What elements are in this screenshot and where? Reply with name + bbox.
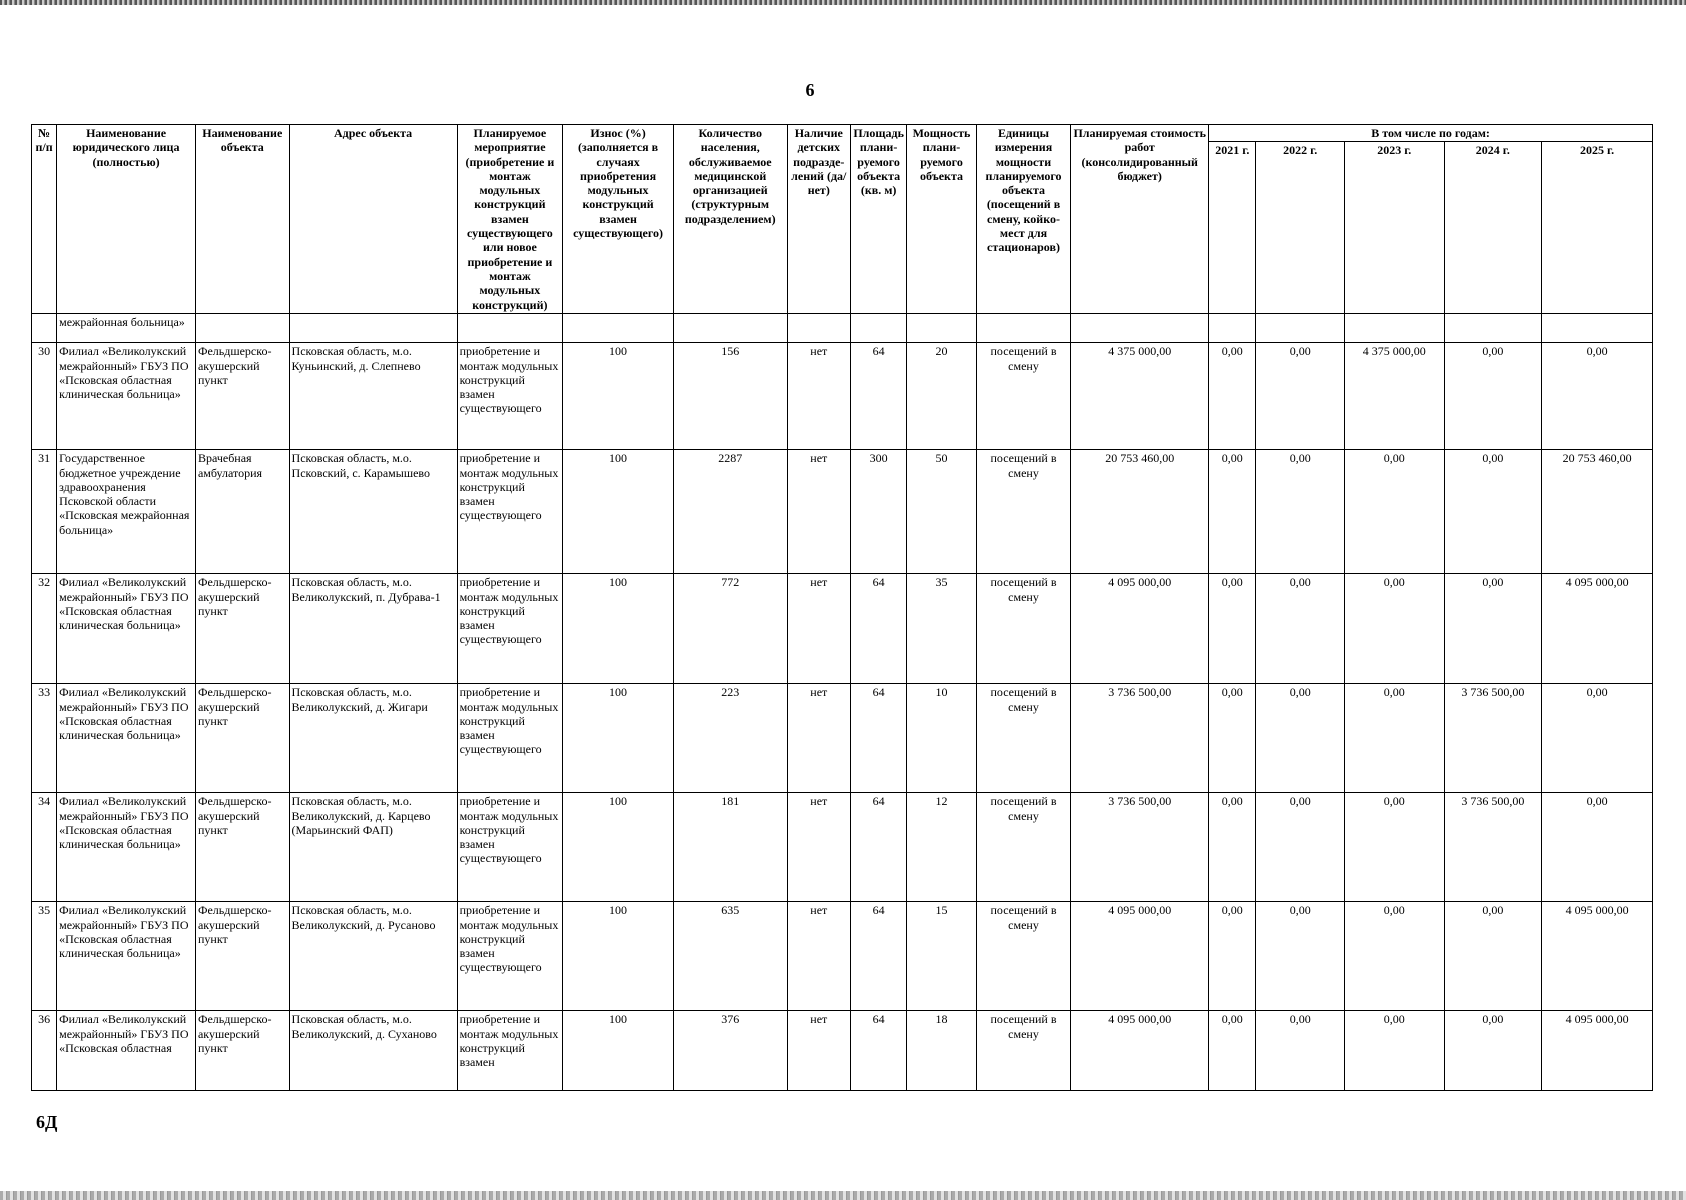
year-2023-value: 0,00 (1344, 1011, 1444, 1091)
year-2021-value: 0,00 (1209, 1011, 1256, 1091)
year-2024-value: 0,00 (1444, 574, 1542, 684)
capacity-units: посещений в смену (976, 343, 1071, 450)
year-2024-value: 0,00 (1444, 450, 1542, 574)
year-2022-value: 0,00 (1256, 902, 1345, 1011)
scan-edge-bottom (0, 1191, 1686, 1200)
area: 64 (850, 343, 906, 450)
population: 2287 (673, 450, 787, 574)
object-name: Фельдшерско-акушерский пункт (195, 684, 289, 793)
table-row (32, 793, 1653, 902)
legal-name: Филиал «Великолукский межрайонный» ГБУЗ ПО «Псковская областная клиническая больница» (57, 902, 196, 1011)
year-2024-value: 3 736 500,00 (1444, 793, 1542, 902)
legal-name: Филиал «Великолукский межрайонный» ГБУЗ ПО «Псковская областная клиническая больница» (57, 793, 196, 902)
row-number: 36 (32, 1011, 57, 1091)
year-2021-value: 0,00 (1209, 574, 1256, 684)
planned-action: приобретение и монтаж модульных конструкций взамен (457, 1011, 563, 1091)
wear-percent: 100 (563, 1011, 674, 1091)
year-2022-value: 0,00 (1256, 574, 1345, 684)
year-2021-value: 0,00 (1209, 902, 1256, 1011)
col-legal-name-header: Наименование юридического лица (полностью) (57, 125, 196, 314)
row-number: 33 (32, 684, 57, 793)
population: 635 (673, 902, 787, 1011)
wear-percent: 100 (563, 684, 674, 793)
capacity-units: посещений в смену (976, 450, 1071, 574)
page-number: 6 (805, 80, 815, 100)
capacity-units: посещений в смену (976, 684, 1071, 793)
area: 64 (850, 793, 906, 902)
row-number: 34 (32, 793, 57, 902)
planned-cost: 20 753 460,00 (1071, 450, 1209, 574)
table-row (32, 450, 1653, 574)
planned-cost: 4 095 000,00 (1071, 1011, 1209, 1091)
planned-action: приобретение и монтаж модульных конструкций взамен существующего (457, 574, 563, 684)
wear-percent: 100 (563, 902, 674, 1011)
col-year-2022-header: 2022 г. (1256, 142, 1345, 314)
col-population-header: Количество населения, обслуживаемое медицинской организацией (структурным подразделением) (673, 125, 787, 314)
population: 156 (673, 343, 787, 450)
capacity: 50 (907, 450, 976, 574)
year-2022-value: 0,00 (1256, 1011, 1345, 1091)
year-2025-value: 4 095 000,00 (1542, 1011, 1653, 1091)
year-2025-value: 4 095 000,00 (1542, 574, 1653, 684)
year-2023-value: 0,00 (1344, 684, 1444, 793)
object-name: Фельдшерско-акушерский пункт (195, 902, 289, 1011)
year-2022-value: 0,00 (1256, 793, 1345, 902)
col-wear-header: Износ (%) (заполняется в случаях приобретения модульных конструкций взамен существующего) (563, 125, 674, 314)
children-units: нет (787, 574, 850, 684)
population: 181 (673, 793, 787, 902)
planned-action: приобретение и монтаж модульных конструкций взамен существующего (457, 902, 563, 1011)
col-area-header: Площадь плани-руемого объекта (кв. м) (850, 125, 906, 314)
col-cost-header: Планируемая стоимость работ (консолидированный бюджет) (1071, 125, 1209, 314)
year-2023-value: 0,00 (1344, 793, 1444, 902)
legal-name: Государственное бюджетное учреждение здравоохранения Псковской области «Псковская межрайонная больница» (57, 450, 196, 574)
scan-edge-top (0, 0, 1686, 5)
address: Псковская область, м.о. Великолукский, д. Суханово (289, 1011, 457, 1091)
children-units: нет (787, 1011, 850, 1091)
planned-cost: 4 095 000,00 (1071, 574, 1209, 684)
year-2025-value: 0,00 (1542, 343, 1653, 450)
col-year-2023-header: 2023 г. (1344, 142, 1444, 314)
col-children-header: Наличие детских подразде-лений (да/нет) (787, 125, 850, 314)
children-units: нет (787, 343, 850, 450)
col-address-header: Адрес объекта (289, 125, 457, 314)
col-year-2021-header: 2021 г. (1209, 142, 1256, 314)
population: 376 (673, 1011, 787, 1091)
capacity-units: посещений в смену (976, 902, 1071, 1011)
year-2023-value: 4 375 000,00 (1344, 343, 1444, 450)
year-2025-value: 20 753 460,00 (1542, 450, 1653, 574)
year-2023-value: 0,00 (1344, 574, 1444, 684)
col-planned-action-header: Планируемое мероприятие (приобретение и монтаж модульных конструкций взамен существующего или новое приобретение и монтаж модульных конструкций) (457, 125, 563, 314)
children-units: нет (787, 684, 850, 793)
population: 772 (673, 574, 787, 684)
col-capacity-header: Мощность плани-руемого объекта (907, 125, 976, 314)
year-2023-value: 0,00 (1344, 902, 1444, 1011)
object-name: Фельдшерско-акушерский пункт (195, 1011, 289, 1091)
wear-percent: 100 (563, 343, 674, 450)
col-year-2025-header: 2025 г. (1542, 142, 1653, 314)
wear-percent: 100 (563, 793, 674, 902)
area: 64 (850, 1011, 906, 1091)
capacity: 18 (907, 1011, 976, 1091)
year-2025-value: 0,00 (1542, 793, 1653, 902)
legal-name: Филиал «Великолукский межрайонный» ГБУЗ ПО «Псковская областная клиническая больница» (57, 343, 196, 450)
year-2023-value: 0,00 (1344, 450, 1444, 574)
address: Псковская область, м.о. Великолукский, д. Карцево (Марьинский ФАП) (289, 793, 457, 902)
year-2021-value: 0,00 (1209, 793, 1256, 902)
continuation-row (32, 314, 1653, 343)
col-by-years-header: В том числе по годам: (1209, 125, 1653, 142)
table-row (32, 1011, 1653, 1091)
continuation-text: межрайонная больница» (57, 314, 196, 343)
capacity: 10 (907, 684, 976, 793)
legal-name: Филиал «Великолукский межрайонный» ГБУЗ ПО «Псковская областная клиническая больница» (57, 684, 196, 793)
year-2021-value: 0,00 (1209, 343, 1256, 450)
area: 64 (850, 574, 906, 684)
table-header-row (32, 125, 1653, 142)
capacity: 15 (907, 902, 976, 1011)
document-code: 6Д (36, 1112, 58, 1132)
year-2024-value: 0,00 (1444, 1011, 1542, 1091)
planned-cost: 4 095 000,00 (1071, 902, 1209, 1011)
year-2022-value: 0,00 (1256, 684, 1345, 793)
address: Псковская область, м.о. Псковский, с. Карамышево (289, 450, 457, 574)
col-num-header: № п/п (32, 125, 57, 314)
capacity-units: посещений в смену (976, 1011, 1071, 1091)
table-row (32, 684, 1653, 793)
table-row (32, 343, 1653, 450)
row-number: 35 (32, 902, 57, 1011)
year-2024-value: 0,00 (1444, 343, 1542, 450)
capacity: 20 (907, 343, 976, 450)
planned-action: приобретение и монтаж модульных конструкций взамен существующего (457, 684, 563, 793)
capacity-units: посещений в смену (976, 574, 1071, 684)
col-year-2024-header: 2024 г. (1444, 142, 1542, 314)
table-row (32, 902, 1653, 1011)
planned-action: приобретение и монтаж модульных конструкций взамен существующего (457, 793, 563, 902)
address: Псковская область, м.о. Великолукский, д. Русаново (289, 902, 457, 1011)
children-units: нет (787, 450, 850, 574)
area: 64 (850, 902, 906, 1011)
object-name: Фельдшерско-акушерский пункт (195, 793, 289, 902)
wear-percent: 100 (563, 574, 674, 684)
year-2025-value: 4 095 000,00 (1542, 902, 1653, 1011)
capacity-units: посещений в смену (976, 793, 1071, 902)
address: Псковская область, м.о. Великолукский, п. Дубрава-1 (289, 574, 457, 684)
facilities-table (31, 124, 1653, 1091)
planned-cost: 4 375 000,00 (1071, 343, 1209, 450)
object-name: Врачебная амбулатория (195, 450, 289, 574)
population: 223 (673, 684, 787, 793)
year-2021-value: 0,00 (1209, 684, 1256, 793)
legal-name: Филиал «Великолукский межрайонный» ГБУЗ ПО «Псковская областная клиническая больница» (57, 574, 196, 684)
year-2021-value: 0,00 (1209, 450, 1256, 574)
legal-name: Филиал «Великолукский межрайонный» ГБУЗ ПО «Псковская областная (57, 1011, 196, 1091)
capacity: 12 (907, 793, 976, 902)
year-2024-value: 3 736 500,00 (1444, 684, 1542, 793)
area: 300 (850, 450, 906, 574)
row-number: 30 (32, 343, 57, 450)
row-number: 32 (32, 574, 57, 684)
year-2025-value: 0,00 (1542, 684, 1653, 793)
object-name: Фельдшерско-акушерский пункт (195, 343, 289, 450)
col-object-name-header: Наименование объекта (195, 125, 289, 314)
year-2022-value: 0,00 (1256, 343, 1345, 450)
address: Псковская область, м.о. Великолукский, д. Жигари (289, 684, 457, 793)
children-units: нет (787, 793, 850, 902)
row-number: 31 (32, 450, 57, 574)
children-units: нет (787, 902, 850, 1011)
col-units-header: Единицы измерения мощности планируемого объекта (посещений в смену, койко-мест для стационаров) (976, 125, 1071, 314)
year-2024-value: 0,00 (1444, 902, 1542, 1011)
table-row (32, 574, 1653, 684)
object-name: Фельдшерско-акушерский пункт (195, 574, 289, 684)
capacity: 35 (907, 574, 976, 684)
planned-cost: 3 736 500,00 (1071, 793, 1209, 902)
address: Псковская область, м.о. Куньинский, д. Слепнево (289, 343, 457, 450)
planned-action: приобретение и монтаж модульных конструкций взамен существующего (457, 450, 563, 574)
planned-action: приобретение и монтаж модульных конструкций взамен существующего (457, 343, 563, 450)
wear-percent: 100 (563, 450, 674, 574)
planned-cost: 3 736 500,00 (1071, 684, 1209, 793)
year-2022-value: 0,00 (1256, 450, 1345, 574)
area: 64 (850, 684, 906, 793)
